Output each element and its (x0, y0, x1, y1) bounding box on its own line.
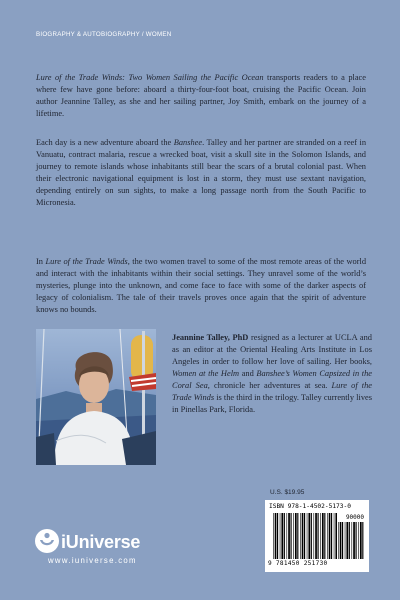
intro-text: transports readers to a place where few have gone before: aboard a thirty-four-foot boat, cruising the Pacific Ocean. Join author Jeannine Talley, as she and her sailing partner, Joy Smith, embark on the journey of a lifetime. (36, 73, 366, 118)
author-bio (172, 332, 372, 416)
barcode-bar (340, 522, 342, 559)
barcode-bar (322, 513, 324, 559)
barcode-bar (307, 513, 308, 559)
iuniverse-logo-icon (34, 528, 60, 554)
barcode-bar (334, 513, 335, 559)
barcode-addon-bars (338, 522, 364, 559)
barcode-bar (353, 522, 355, 559)
barcode-panel (265, 500, 369, 572)
barcode-bar (300, 513, 301, 559)
barcode-bar (338, 522, 339, 559)
barcode-bar (304, 513, 305, 559)
barcode-bar (329, 513, 331, 559)
author-name: Jeannine Talley, PhD (172, 333, 249, 342)
barcode-bar (277, 513, 278, 559)
barcode-bar (280, 513, 281, 559)
bio-text-3: is the third in the trilogy. Talley currently lives in Pinellas Park, Florida. (172, 393, 372, 414)
barcode-bar (360, 522, 362, 559)
barcode-bar (281, 513, 283, 559)
publisher-url: www.iuniverse.com (48, 556, 137, 565)
barcode-bar (293, 513, 294, 559)
barcode-bar (308, 513, 310, 559)
barcode-bar (346, 522, 348, 559)
adventure-text: . Talley and her partner are stranded on a reef in Vanuatu, contract malaria, rescue a wrecked boat, visit a skull site in the Solomon Islands, and journey to remote islands whose inhabitants still bear the scars of a brutal colonial past. When their electronic navigational equipment is lost in a storm, they must use sextant navigation, depending entirely on sun sights, to make a long passage north from the South Pacific to Micronesia. (36, 138, 367, 207)
bio-book-2: Banshee’s Women Capsized in the Coral Sea (172, 369, 372, 390)
barcode-bar (342, 522, 343, 559)
publisher-name: iUniverse (61, 532, 141, 552)
adventure-lead: Each day is a new adventure aboard the (36, 138, 174, 147)
intro-paragraph (36, 72, 366, 120)
barcode-bar (362, 522, 363, 559)
barcode-bar (273, 513, 274, 559)
barcode-bar (302, 513, 304, 559)
author-photo (36, 329, 156, 465)
barcode-bar (287, 513, 288, 559)
barcode-addon-text: 90000 (345, 514, 364, 521)
adventure-paragraph (36, 137, 366, 209)
barcode-bar (315, 513, 317, 559)
barcode-bar (356, 522, 357, 559)
barcode-bar (295, 513, 297, 559)
bio-book-3: Lure of the Trade Winds (172, 381, 373, 402)
price-label: U.S. $19.95 (270, 489, 305, 496)
barcode-bar (311, 513, 312, 559)
barcode-bar (324, 513, 325, 559)
barcode-bar (297, 513, 298, 559)
barcode-bar (335, 513, 337, 559)
barcode-bars (273, 513, 337, 559)
barcode-bar (358, 522, 359, 559)
travels-paragraph (36, 256, 366, 316)
barcode-bar (291, 513, 292, 559)
barcode-number: 9 781450 251730 (268, 560, 328, 567)
barcode-bar (327, 513, 328, 559)
travels-text: , the two women travel to some of the most remote areas of the world and interact with the inhabitants within their social settings. They unravel some of the world’s mysteries, plunge into the unknown, and come face to face with some of the darker aspects of legacy of colonialism. The tale of their travels proves once again that the spirit of adventure knows no bounds. (36, 257, 367, 314)
barcode-bar (318, 513, 319, 559)
barcode-bar (288, 513, 290, 559)
travels-lead: In (36, 257, 46, 266)
isbn-text: ISBN 978-1-4502-5173-0 (269, 503, 351, 510)
boat-name: Banshee (173, 138, 203, 147)
barcode-bar (320, 513, 321, 559)
bio-text-1: resigned as a lecturer at UCLA and as an editor at the Oriental Healing Arts Institute in Los Angeles in order to follow her love of sailing. Her books, (172, 333, 372, 366)
barcode-bar (275, 513, 277, 559)
barcode-bar (345, 522, 346, 559)
bio-book-1: Women at the Helm (172, 369, 240, 378)
barcode-bar (331, 513, 332, 559)
barcode-bar (284, 513, 285, 559)
travels-book-title: Lure of the Trade Winds (45, 257, 128, 266)
barcode-bar (314, 513, 315, 559)
book-title: Lure of the Trade Winds: Two Women Sailing the Pacific Ocean (36, 73, 264, 82)
bio-text-2: , chronicle her adventures at sea. (207, 381, 332, 390)
barcode-bar (352, 522, 353, 559)
barcode-bar (349, 522, 350, 559)
bio-and: and (239, 369, 257, 378)
category-label: BIOGRAPHY & AUTOBIOGRAPHY / WOMEN (36, 31, 172, 38)
